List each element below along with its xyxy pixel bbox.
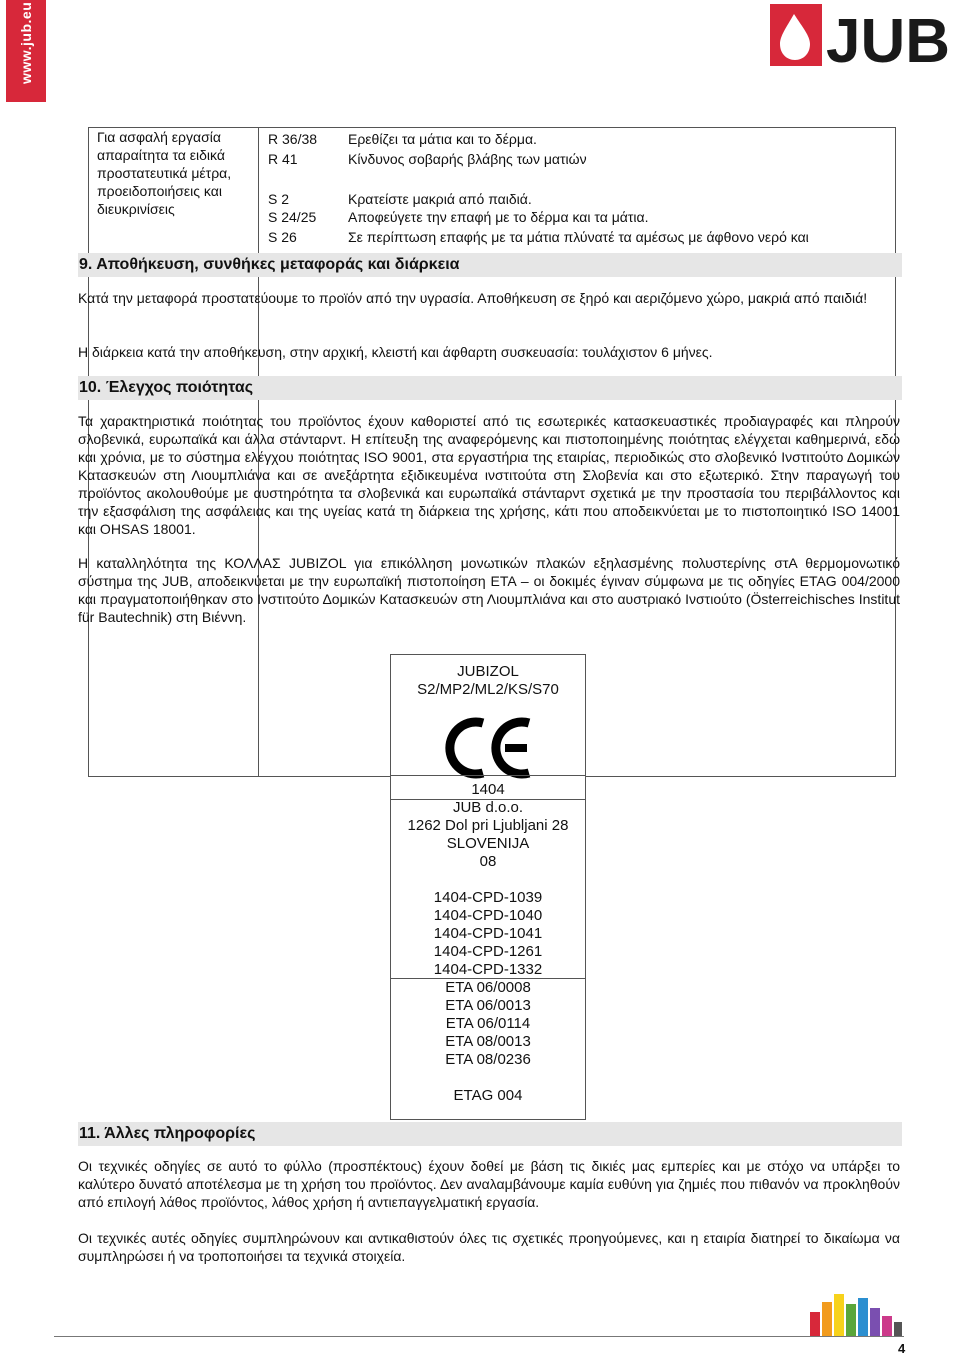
safety-label: Για ασφαλή εργασία απαραίτητα τα ειδικά προστατευτικά μέτρα, προειδοποιήσεις και διευκρινίσεις bbox=[97, 129, 232, 217]
ce-country: SLOVENIJA bbox=[446, 835, 530, 852]
ce-certificate: 1404-CPD-1332 bbox=[433, 961, 543, 978]
section-9-title: 9. Αποθήκευση, συνθήκες μεταφοράς και διάρκεια bbox=[79, 256, 460, 273]
section-10-paragraph-1: Τα χαρακτηριστικά ποιότητας του προϊόντος έχουν καθοριστεί από τις εσωτερικές κατασκευαστικές προδιαγραφές και πληρούν σλοβενικά, ευρωπαϊκά και άλλα στάνταρντ. Η επίτευξη της αναφερόμενης και πιστοποιημένης ποιότητας ελέγχεται καθημερινά, εδώ και χρόνια, με το σύστημα ελέγχου ποιότητας ISO 9001, στα εργαστήρια της εταιρίας, περιοδικώς στο σλοβενικό Ινστιτούτο Δομικών Κατασκευών στη Λιουμπλιάνα και σε ανεξάρτητα εξιδικευμένα ινστιτούτα στη Σλοβενία και στο εξωτερικό. Στην παραγωγή του προϊόντος ακολουθούμε με αυστηρότητα τα σλοβενικά και ευρωπαϊκά στάνταρντ σχετικά με την προστασία του περιβάλλοντος και την εξασφάλιση της ασφάλειας και της υγείας κατά τη διάρκεια της χρήσης, κάτι που αποδεικνύεται με το πιστοποιητικό ISO 14001 και OHSAS 18001. bbox=[78, 413, 900, 537]
ce-guideline: ETAG 004 bbox=[453, 1087, 523, 1104]
footer-rule bbox=[54, 1336, 904, 1337]
section-10-title: 10. Έλεγχος ποιότητας bbox=[79, 379, 254, 396]
ce-notified-body: 1404 bbox=[471, 781, 505, 798]
website-tab bbox=[6, 0, 46, 102]
page-number: 4 bbox=[898, 1341, 906, 1356]
ce-address: 1262 Dol pri Ljubljani 28 bbox=[407, 817, 569, 834]
section-11-paragraph-1: Οι τεχνικές οδηγίες σε αυτό το φύλλο (προσπέκτους) έχουν δοθεί με βάση τις δικιές μας εμπερίες και με στόχο να υπάρξει το καλύτερο δυνατό αποτέλεσμα με τη χρήση του προϊόντος. Δεν αναλαμβάνουμε καμία ευθύνη για ζημιές που πιθανόν να προκληθούν από επιλογή λάθος προϊόντος, λάθος χρήση ή αντιεπαγγελματική εργασία. bbox=[78, 1158, 900, 1210]
section-10-paragraph-2: Η καταλληλότητα της ΚΟΛΛΑΣ JUBIZOL για επικόλληση μονωτικών πλακών εξηλασμένης πολυστερίνης στΑ θερμομονωτικό σύστημα της JUB, αποδεικνύεται με την ευρωπαϊκή πιστοποίηση ΕΤΑ – οι δοκιμές έγιναν σύμφωνα με τις οδηγίες ETAG 004/2000 και πραγματοποιήθηκαν στο Ινστιτούτο Δομικών Κατασκευών στη Λιουμπλιάνα και στο αυστριακό Ινστιούτο (Österreichisches Institut für Bautechnik) στη Βιέννη. bbox=[78, 555, 900, 625]
ce-product-code: S2/MP2/ML2/KS/S70 bbox=[417, 681, 559, 698]
phrase-code: R 41 bbox=[268, 151, 298, 167]
ce-certificate: 1404-CPD-1040 bbox=[433, 907, 543, 924]
phrase-text: Ερεθίζει τα μάτια και το δέρμα. bbox=[348, 131, 537, 147]
logo-wordmark: JUB bbox=[826, 7, 951, 76]
section-11-title: 11. Άλλες πληροφορίες bbox=[79, 1125, 256, 1142]
ce-year: 08 bbox=[479, 853, 497, 870]
ce-certificate: 1404-CPD-1039 bbox=[433, 889, 543, 906]
ce-mark-icon bbox=[445, 715, 533, 781]
ce-company: JUB d.o.o. bbox=[452, 799, 524, 816]
phrase-text: Κίνδυνος σοβαρής βλάβης των ματιών bbox=[348, 151, 587, 167]
phrase-code: S 24/25 bbox=[268, 209, 317, 225]
phrase-text: Αποφεύγετε την επαφή με το δέρμα και τα μάτια. bbox=[348, 209, 649, 225]
phrase-code: S 2 bbox=[268, 191, 290, 207]
ce-certificate: ETA 08/0013 bbox=[445, 1033, 531, 1050]
ce-certificate: 1404-CPD-1041 bbox=[433, 925, 543, 942]
section-9-paragraph-1: Κατά την μεταφορά προστατεύουμε το προϊόν από την υγρασία. Αποθήκευση σε ξηρό και αεριζόμενο χώρο, μακριά από παιδιά! bbox=[78, 290, 868, 306]
section-9-paragraph-2: Η διάρκεια κατά την αποθήκευση, στην αρχική, κλειστή και άφθαρτη συσκευασία: τουλάχιστον 6 μήνες. bbox=[78, 344, 713, 360]
phrase-code: S 26 bbox=[268, 229, 297, 245]
jub-logo bbox=[770, 4, 951, 76]
phrase-text: Σε περίπτωση επαφής με τα μάτια πλύνατέ τα αμέσως με άφθονο νερό και bbox=[348, 229, 809, 245]
phrase-text: Κρατείστε μακριά από παιδιά. bbox=[348, 191, 532, 207]
ce-certificate: ETA 06/0008 bbox=[445, 979, 531, 996]
ce-product: JUBIZOL bbox=[457, 663, 519, 680]
ce-certificate: ETA 06/0114 bbox=[445, 1015, 531, 1032]
ce-certificate: 1404-CPD-1261 bbox=[433, 943, 543, 960]
website-url: www.jub.eu bbox=[18, 1, 34, 84]
phrase-code: R 36/38 bbox=[268, 131, 318, 147]
ce-certificate: ETA 06/0013 bbox=[445, 997, 531, 1014]
skyline-graphic bbox=[806, 1290, 906, 1336]
ce-label bbox=[390, 654, 586, 1120]
hazard-phrases bbox=[262, 128, 894, 245]
section-11-paragraph-2: Οι τεχνικές αυτές οδηγίες συμπληρώνουν και αντικαθιστούν όλες τις σχετικές προηγούμενες, και η εταιρία διατηρεί το δικαίωμα να συμπληρώσει ή να τροποποιήσει τα τεχνικά στοιχεία. bbox=[78, 1230, 900, 1264]
ce-certificate: ETA 08/0236 bbox=[445, 1051, 531, 1068]
